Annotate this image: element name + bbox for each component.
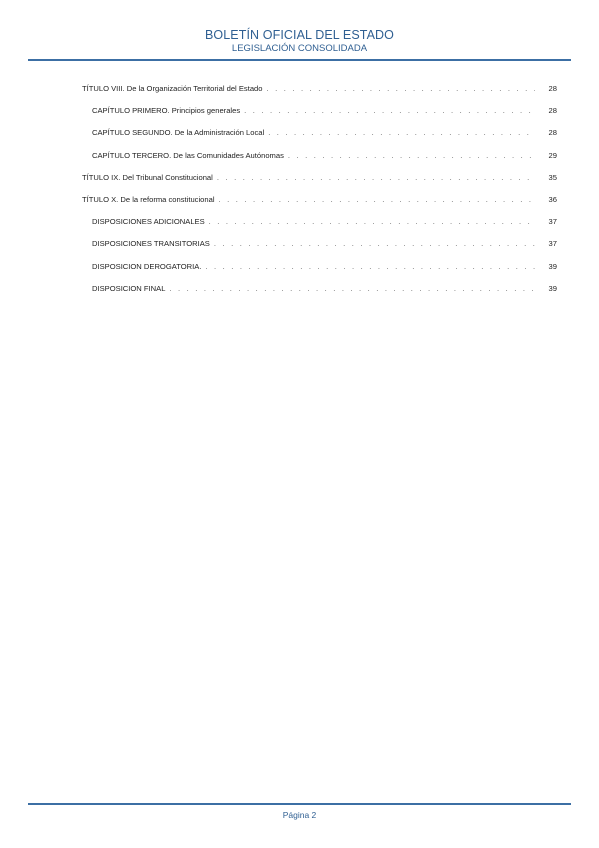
toc-entry-page: 29 <box>548 150 557 160</box>
toc-entry[interactable] <box>82 173 557 195</box>
toc-entry-page: 39 <box>548 283 557 293</box>
table-of-contents <box>82 84 557 306</box>
toc-entry[interactable] <box>82 195 557 217</box>
toc-entry-page: 37 <box>548 217 557 227</box>
toc-leader-dots <box>244 106 535 115</box>
toc-entry-title: CAPÍTULO SEGUNDO. De la Administración Local <box>92 128 265 138</box>
page-number: Página 2 <box>282 810 317 820</box>
toc-entry-page: 28 <box>548 84 557 93</box>
toc-entry-title: DISPOSICION DEROGATORIA. <box>92 261 202 271</box>
toc-entry[interactable] <box>82 239 557 261</box>
toc-entry-page: 35 <box>548 172 557 182</box>
toc-leader-dots <box>209 217 535 226</box>
toc-entry-page: 37 <box>548 239 557 249</box>
toc-entry-title: DISPOSICION FINAL <box>92 283 166 293</box>
toc-entry[interactable] <box>82 217 557 239</box>
toc-entry[interactable] <box>82 262 557 284</box>
toc-entry[interactable] <box>82 128 557 150</box>
toc-entry-page: 28 <box>548 106 557 116</box>
toc-leader-dots <box>217 173 535 182</box>
toc-entry-title: TÍTULO X. De la reforma constitucional <box>82 194 215 204</box>
toc-entry[interactable] <box>82 284 557 306</box>
footer-divider <box>28 803 571 805</box>
toc-entry-title: TÍTULO IX. Del Tribunal Constitucional <box>82 172 213 182</box>
toc-entry[interactable] <box>82 106 557 128</box>
toc-entry-page: 28 <box>548 128 557 138</box>
toc-leader-dots <box>214 239 535 248</box>
page-header <box>0 28 599 55</box>
toc-leader-dots <box>288 151 535 160</box>
toc-entry-title: DISPOSICIONES ADICIONALES <box>92 217 205 227</box>
toc-entry[interactable] <box>82 151 557 173</box>
toc-entry[interactable] <box>82 84 557 106</box>
toc-entry-page: 39 <box>548 261 557 271</box>
toc-leader-dots <box>267 84 536 93</box>
header-subtitle: LEGISLACIÓN CONSOLIDADA <box>231 43 368 54</box>
toc-entry-title: DISPOSICIONES TRANSITORIAS <box>92 239 210 249</box>
toc-leader-dots <box>268 128 535 137</box>
toc-entry-title: CAPÍTULO PRIMERO. Principios generales <box>92 106 241 116</box>
toc-entry-page: 36 <box>548 194 557 204</box>
toc-entry-title: CAPÍTULO TERCERO. De las Comunidades Autónomas <box>92 150 284 160</box>
header-title: BOLETÍN OFICIAL DEL ESTADO <box>205 28 394 42</box>
toc-entry-title: TÍTULO VIII. De la Organización Territorial del Estado <box>82 84 263 93</box>
toc-leader-dots <box>169 284 535 293</box>
header-divider <box>28 59 571 61</box>
toc-leader-dots <box>219 195 535 204</box>
toc-leader-dots <box>205 262 535 271</box>
